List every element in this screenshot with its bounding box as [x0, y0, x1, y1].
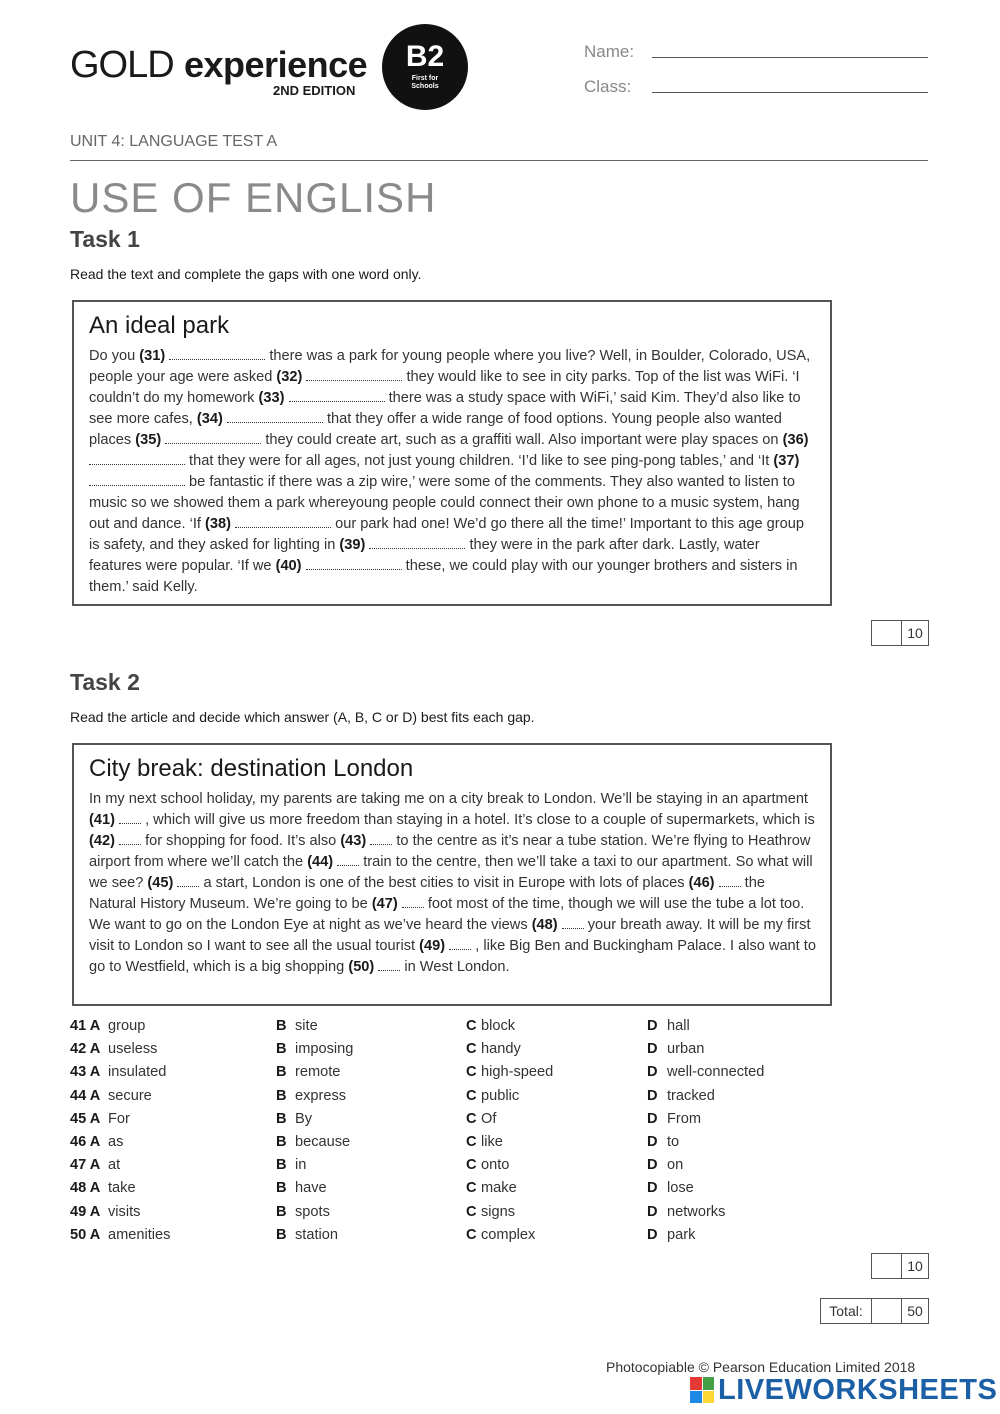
- option-letter-d: D: [647, 1110, 658, 1127]
- task2-text-segment: In my next school holiday, my parents are taking me on a city break to London. We’ll be staying in an apartment: [89, 791, 808, 807]
- option-a[interactable]: as: [108, 1133, 124, 1150]
- class-label: Class:: [584, 77, 632, 96]
- option-c[interactable]: signs: [481, 1203, 516, 1220]
- option-a[interactable]: visits: [108, 1203, 141, 1220]
- option-number: 44 A: [70, 1087, 101, 1104]
- task1-heading: An ideal park: [89, 312, 230, 339]
- task2-gap-blank[interactable]: [337, 853, 359, 866]
- task1-text-segment: Do you: [89, 348, 140, 364]
- total-score-input[interactable]: [872, 1299, 902, 1323]
- option-c[interactable]: like: [481, 1133, 503, 1150]
- option-letter-d: D: [647, 1064, 658, 1081]
- total-label: Total:: [821, 1299, 872, 1323]
- task1-text-segment: there was a park for young people where you live? Well, in Boulder, Colorado, USA, people your age were asked: [89, 348, 811, 385]
- task2-text-segment: to the centre as it’s near a tube station. We’re flying to Heathrow airport from where we’ll catch the: [89, 833, 811, 870]
- option-letter-d: D: [647, 1133, 658, 1150]
- option-b[interactable]: express: [295, 1087, 347, 1104]
- task2-gap-blank[interactable]: [370, 832, 392, 845]
- task2-gap-blank[interactable]: [119, 832, 141, 845]
- option-d[interactable]: tracked: [667, 1087, 715, 1104]
- option-row: [70, 1202, 830, 1225]
- option-letter-b: B: [276, 1041, 287, 1058]
- task2-title: Task 2: [70, 669, 140, 695]
- option-letter-b: B: [276, 1157, 287, 1174]
- option-d[interactable]: urban: [667, 1041, 705, 1058]
- option-b[interactable]: in: [295, 1157, 307, 1174]
- task1-text-box: [72, 300, 832, 606]
- task1-passage: [89, 346, 816, 598]
- option-row: [70, 1016, 830, 1039]
- task1-gap-blank[interactable]: [165, 431, 261, 444]
- option-c[interactable]: Of: [481, 1110, 497, 1127]
- option-number: 45 A: [70, 1110, 101, 1127]
- task2-gap-number: (48): [531, 917, 558, 933]
- task1-max-score: 10: [907, 625, 923, 641]
- task1-gap-blank[interactable]: [289, 389, 385, 402]
- option-letter-b: B: [276, 1087, 287, 1104]
- option-b[interactable]: imposing: [295, 1041, 354, 1058]
- task2-gap-number: (49): [419, 938, 446, 954]
- logo-square-icon: [690, 1391, 702, 1404]
- task1-gap-number: (38): [205, 516, 231, 532]
- option-letter-b: B: [276, 1064, 287, 1081]
- task2-gap-blank[interactable]: [449, 937, 471, 950]
- option-letter-c: C: [466, 1018, 477, 1034]
- task2-gap-blank[interactable]: [719, 874, 741, 887]
- option-row: [70, 1062, 830, 1085]
- task1-score-box: [871, 620, 929, 646]
- task1-text-segment: that they offer a wide range of food options. Young people also wanted places: [89, 411, 782, 448]
- task2-options: [70, 1016, 830, 1248]
- task1-gap-blank[interactable]: [89, 473, 185, 486]
- task2-gap-blank[interactable]: [119, 811, 141, 824]
- option-row: [70, 1155, 830, 1178]
- task2-gap-number: (43): [340, 833, 367, 849]
- task1-gap-blank[interactable]: [169, 347, 265, 360]
- task1-gap-number: (39): [339, 537, 366, 553]
- option-c[interactable]: public: [481, 1087, 520, 1104]
- task2-text-segment: a start, London is one of the best cities to visit in Europe with lots of places: [199, 875, 689, 891]
- task1-text-segment: they were in the park after dark. Lastly, water features were popular. ‘If we: [89, 537, 760, 574]
- option-row: [70, 1225, 830, 1248]
- task2-gap-number: (41): [89, 812, 115, 828]
- task1-gap-blank[interactable]: [306, 368, 402, 381]
- option-letter-c: C: [466, 1180, 477, 1197]
- logo-edition: 2ND EDITION: [273, 83, 356, 98]
- option-b[interactable]: have: [295, 1180, 327, 1197]
- option-number: 43 A: [70, 1064, 101, 1081]
- task1-gap-number: (36): [782, 432, 809, 448]
- task1-text-segment: be fantastic if there was a zip wire,’ were some of the comments. They also wanted to listen to music so we showed them a park whereyoung people could connect their own phone to a music system, hang out and dance. ‘If: [89, 474, 800, 532]
- task1-gap-number: (31): [139, 348, 166, 364]
- name-label: Name:: [584, 42, 635, 61]
- option-letter-b: B: [276, 1226, 287, 1243]
- task2-text-segment: , which will give us more freedom than staying in a hotel. It’s close to a couple of supermarkets, which is: [141, 812, 815, 828]
- option-a[interactable]: at: [108, 1157, 121, 1174]
- task1-score-input[interactable]: [872, 621, 902, 645]
- task2-gap-blank[interactable]: [402, 895, 424, 908]
- option-c[interactable]: high-speed: [481, 1064, 554, 1081]
- option-c[interactable]: onto: [481, 1157, 510, 1174]
- option-row: [70, 1086, 830, 1109]
- task2-gap-number: (47): [371, 896, 398, 912]
- task2-max-score: 10: [907, 1258, 923, 1274]
- option-number: 46 A: [70, 1133, 101, 1150]
- option-b[interactable]: site: [295, 1018, 318, 1034]
- task2-gap-blank[interactable]: [177, 874, 199, 887]
- task1-gap-number: (33): [258, 390, 285, 406]
- option-a[interactable]: insulated: [108, 1064, 167, 1081]
- option-letter-d: D: [647, 1180, 658, 1197]
- option-letter-c: C: [466, 1087, 477, 1104]
- option-number: 49 A: [70, 1203, 101, 1220]
- task2-passage: [89, 789, 816, 978]
- option-row: [70, 1039, 830, 1062]
- option-a[interactable]: For: [108, 1110, 130, 1127]
- option-letter-c: C: [466, 1110, 477, 1127]
- liveworksheets-logo: [690, 1374, 997, 1406]
- option-c[interactable]: make: [481, 1180, 517, 1197]
- header-divider: [70, 160, 928, 161]
- option-number: 48 A: [70, 1180, 101, 1197]
- task2-text-box: [72, 743, 832, 1006]
- option-letter-b: B: [276, 1018, 287, 1034]
- option-letter-c: C: [466, 1226, 477, 1243]
- option-letter-d: D: [647, 1203, 658, 1220]
- option-d[interactable]: well-connected: [667, 1064, 765, 1081]
- logo-square-icon: [690, 1377, 702, 1390]
- copyright-notice: Photocopiable © Pearson Education Limited 2018: [606, 1359, 916, 1375]
- option-letter-d: D: [647, 1018, 658, 1034]
- option-b[interactable]: remote: [295, 1064, 341, 1081]
- option-letter-c: C: [466, 1133, 477, 1150]
- total-max-score: 50: [907, 1303, 923, 1319]
- task1-gap-blank[interactable]: [227, 410, 323, 423]
- task2-score-input[interactable]: [872, 1254, 902, 1278]
- option-letter-c: C: [466, 1157, 477, 1174]
- task2-text-segment: for shopping for food. It’s also: [141, 833, 341, 849]
- task1-gap-number: (32): [276, 369, 303, 385]
- option-letter-d: D: [647, 1041, 658, 1058]
- task2-text-segment: foot most of the time, though we will use the tube a lot too. We want to go on the London Eye at night as we’ve heard the views: [89, 896, 805, 933]
- option-d[interactable]: networks: [667, 1203, 726, 1220]
- option-d[interactable]: lose: [667, 1180, 694, 1197]
- task1-gap-number: (35): [135, 432, 162, 448]
- task2-text-segment: the Natural History Museum. We’re going to be: [89, 875, 765, 912]
- task2-gap-number: (50): [348, 959, 375, 975]
- total-score-box: [820, 1298, 929, 1324]
- page-title: USE OF ENGLISH: [70, 174, 437, 221]
- task1-instruction: Read the text and complete the gaps with one word only.: [70, 266, 422, 282]
- task2-text-segment: , like Big Ben and Buckingham Palace. I also want to go to Westfield, which is a big shopping: [89, 938, 816, 975]
- option-letter-c: C: [466, 1203, 477, 1220]
- option-c[interactable]: complex: [481, 1226, 536, 1243]
- liveworksheets-brand: LIVEWORKSHEETS: [718, 1373, 998, 1406]
- option-row: [70, 1109, 830, 1132]
- task1-text-segment: they could create art, such as a graffiti wall. Also important were play spaces on: [261, 432, 783, 448]
- option-letter-d: D: [647, 1157, 658, 1174]
- task1-text-segment: there was a study space with WiFi,’ said Kim. They’d also like to see more cafes,: [89, 390, 801, 427]
- option-a[interactable]: secure: [108, 1087, 152, 1104]
- task1-gap-blank[interactable]: [306, 557, 402, 570]
- option-d[interactable]: on: [667, 1157, 684, 1174]
- task2-instruction: Read the article and decide which answer (A, B, C or D) best fits each gap.: [70, 709, 535, 725]
- task2-text-segment: your breath away. It will be my first visit to London so I want to see all the usual tourist: [89, 917, 811, 954]
- option-letter-b: B: [276, 1110, 287, 1127]
- task1-text-segment: our park had one! We’d go there all the time!’ Important to this age group is safety, and they asked for lighting in: [89, 516, 804, 553]
- option-c[interactable]: block: [481, 1018, 516, 1034]
- option-a[interactable]: amenities: [108, 1226, 171, 1243]
- option-letter-d: D: [647, 1087, 658, 1104]
- option-number: 41 A: [70, 1018, 101, 1034]
- task1-gap-number: (37): [773, 453, 800, 469]
- option-d[interactable]: From: [667, 1110, 702, 1127]
- task2-gap-number: (42): [89, 833, 115, 849]
- task1-gap-blank[interactable]: [369, 536, 465, 549]
- option-letter-c: C: [466, 1041, 477, 1058]
- option-a[interactable]: group: [108, 1018, 146, 1034]
- option-row: [70, 1178, 830, 1201]
- badge-sub-1: First for: [411, 75, 439, 82]
- option-d[interactable]: park: [667, 1226, 696, 1243]
- task1-gap-number: (34): [196, 411, 223, 427]
- task2-gap-number: (45): [147, 875, 174, 891]
- option-letter-b: B: [276, 1133, 287, 1150]
- option-d[interactable]: to: [667, 1133, 680, 1150]
- task2-text-segment: train to the centre, then we’ll take a taxi to our apartment. So what will we see?: [89, 854, 813, 891]
- option-number: 42 A: [70, 1041, 101, 1058]
- option-a[interactable]: take: [108, 1180, 136, 1197]
- option-number: 50 A: [70, 1226, 101, 1243]
- task2-score-box: [871, 1253, 929, 1279]
- task1-title: Task 1: [70, 226, 140, 252]
- task1-gap-blank[interactable]: [89, 452, 185, 465]
- option-c[interactable]: handy: [481, 1041, 521, 1058]
- badge-level: B2: [405, 40, 445, 73]
- logo-square-icon: [703, 1391, 715, 1404]
- liveworksheets-icon: [690, 1377, 714, 1403]
- task2-gap-number: (44): [307, 854, 334, 870]
- logo-gold: GOLD: [70, 44, 174, 86]
- option-b[interactable]: because: [295, 1133, 351, 1150]
- option-row: [70, 1132, 830, 1155]
- option-letter-d: D: [647, 1226, 658, 1243]
- task1-text-segment: these, we could play with our younger brothers and sisters in them.’ said Kelly.: [89, 558, 798, 595]
- badge-sub-2: Schools: [411, 83, 439, 90]
- task2-gap-blank[interactable]: [378, 958, 400, 971]
- logo-experience: experience: [184, 44, 368, 85]
- class-field[interactable]: [652, 92, 928, 93]
- task1-text-segment: they would like to see in city parks. Top of the list was WiFi. ‘I couldn’t do my homework: [89, 369, 800, 406]
- option-a[interactable]: useless: [108, 1041, 158, 1058]
- option-b[interactable]: By: [295, 1110, 313, 1127]
- task2-heading: City break: destination London: [89, 755, 414, 782]
- option-d[interactable]: hall: [667, 1018, 690, 1034]
- logo-square-icon: [703, 1377, 715, 1390]
- option-letter-b: B: [276, 1203, 287, 1220]
- option-b[interactable]: spots: [295, 1203, 330, 1220]
- unit-label: UNIT 4: LANGUAGE TEST A: [70, 133, 278, 150]
- task1-gap-blank[interactable]: [235, 515, 331, 528]
- option-letter-b: B: [276, 1180, 287, 1197]
- level-badge: [382, 24, 468, 110]
- task1-gap-number: (40): [275, 558, 302, 574]
- option-letter-c: C: [466, 1064, 477, 1081]
- option-b[interactable]: station: [295, 1226, 338, 1243]
- task2-gap-blank[interactable]: [562, 916, 584, 929]
- task1-text-segment: that they were for all ages, not just young children. ‘I’d like to see ping-pong tables,’ and ‘It: [185, 453, 774, 469]
- task2-text-segment: in West London.: [400, 959, 510, 975]
- name-field[interactable]: [652, 57, 928, 58]
- option-number: 47 A: [70, 1157, 101, 1174]
- task2-gap-number: (46): [688, 875, 715, 891]
